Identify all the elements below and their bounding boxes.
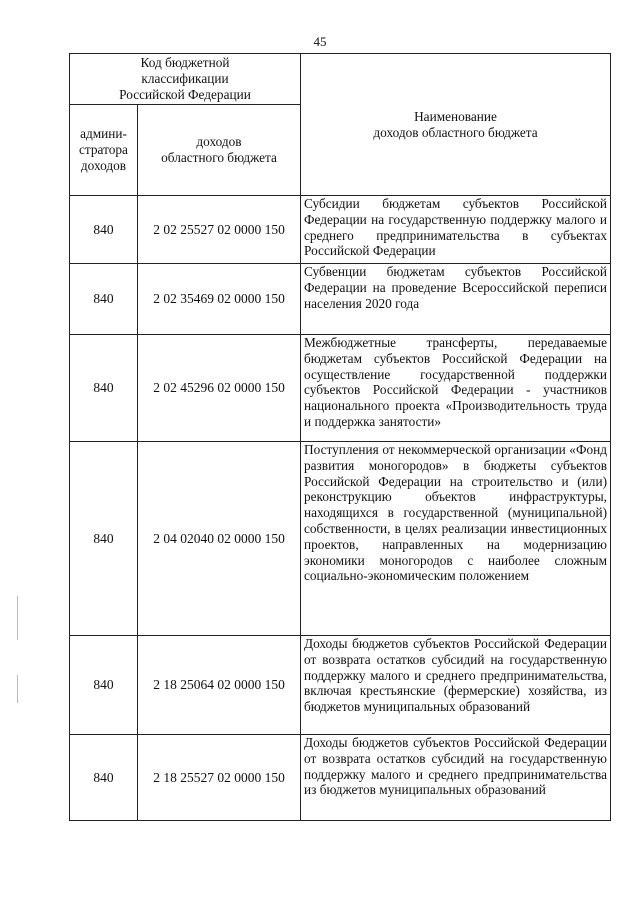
income-code-cell: 2 18 25064 02 0000 150 <box>138 636 301 735</box>
table-row <box>70 442 611 636</box>
income-name-cell: Доходы бюджетов субъектов Российской Федерации от возврата остатков субсидий на государственную поддержку малого и среднего предпринимательства из бюджетов муниципальных образований <box>301 735 611 821</box>
administrator-code-cell: 840 <box>70 196 138 264</box>
table-row <box>70 636 611 735</box>
table-row <box>70 735 611 821</box>
income-name-cell: Доходы бюджетов субъектов Российской Федерации от возврата остатков субсидий на государственную поддержку малого и среднего предпринимательства, включая крестьянские (фермерские) хозяйства, из бюджетов муниципальных образований <box>301 636 611 735</box>
income-code-cell: 2 18 25527 02 0000 150 <box>138 735 301 821</box>
page-number: 45 <box>313 34 327 49</box>
table-row <box>70 264 611 335</box>
header-income-code: доходов областного бюджета <box>138 105 301 196</box>
table-row <box>70 335 611 442</box>
header-administrator: админи- стратора доходов <box>70 105 138 196</box>
income-name-cell: Межбюджетные трансферты, передаваемые бюджетам субъектов Российской Федерации на осуществление государственной поддержки субъектов Российской Федерации - участников национального проекта «Производительность труда и поддержка занятости» <box>301 335 611 442</box>
income-code-cell: 2 04 02040 02 0000 150 <box>138 442 301 636</box>
budget-classification-table <box>69 53 611 821</box>
table-row <box>70 196 611 264</box>
header-budget-classification-code: Код бюджетной классификации Российской Федерации <box>70 54 301 105</box>
header-income-name: Наименование доходов областного бюджета <box>301 54 611 196</box>
income-name-cell: Поступления от некоммерческой организации «Фонд развития моногородов» в бюджеты субъектов Российской Федерации на строительство и (или) реконструкцию объектов инфраструктуры, находящихся в государственной (муниципальной) собственности, в целях реализации инвестиционных проектов, направленных на модернизацию экономики моногородов с наиболее сложным социально-экономическим положением <box>301 442 611 636</box>
income-code-cell: 2 02 35469 02 0000 150 <box>138 264 301 335</box>
administrator-code-cell: 840 <box>70 636 138 735</box>
income-code-cell: 2 02 25527 02 0000 150 <box>138 196 301 264</box>
income-name-cell: Субсидии бюджетам субъектов Российской Федерации на государственную поддержку малого и среднего предпринимательства в субъектах Российской Федерации <box>301 196 611 264</box>
income-name-cell: Субвенции бюджетам субъектов Российской Федерации на проведение Всероссийской переписи населения 2020 года <box>301 264 611 335</box>
income-code-cell: 2 02 45296 02 0000 150 <box>138 335 301 442</box>
scan-margin-mark <box>17 596 18 640</box>
administrator-code-cell: 840 <box>70 735 138 821</box>
scan-margin-mark <box>17 675 18 703</box>
administrator-code-cell: 840 <box>70 335 138 442</box>
administrator-code-cell: 840 <box>70 442 138 636</box>
administrator-code-cell: 840 <box>70 264 138 335</box>
